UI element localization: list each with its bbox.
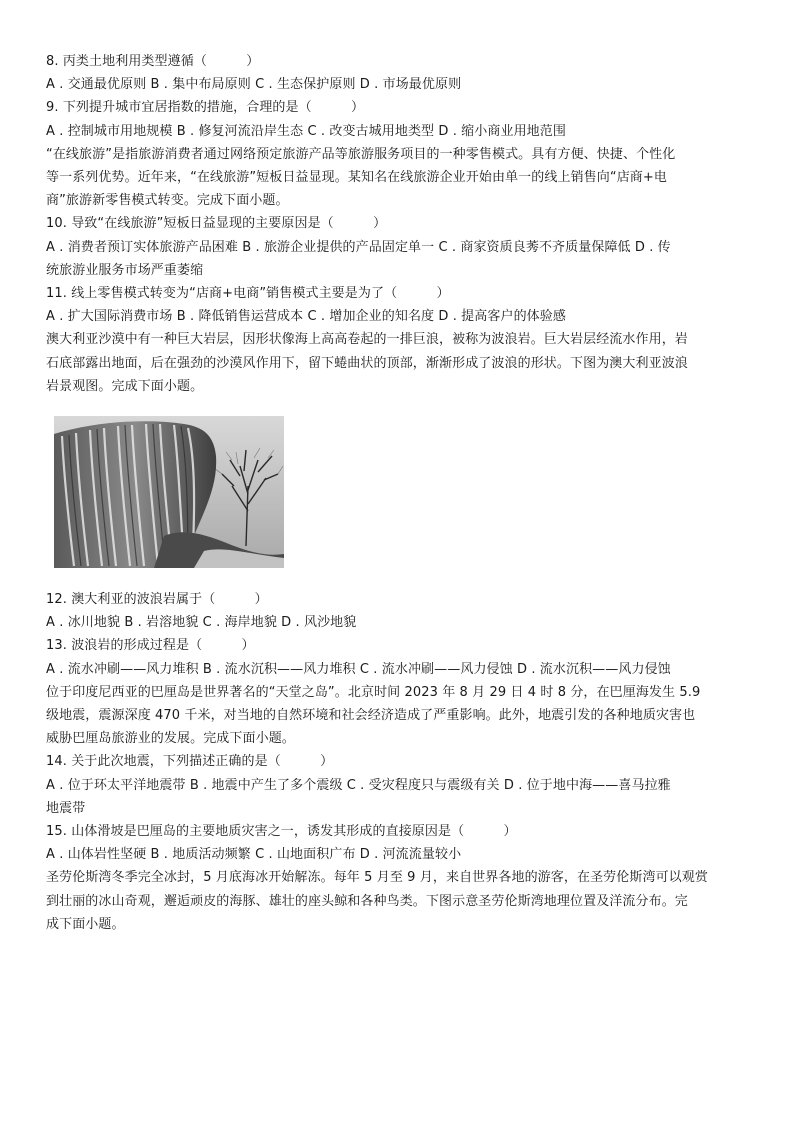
question-11-stem: 11. 线上零售模式转变为“店商+电商”销售模式主要是为了（ ）	[46, 286, 450, 302]
question-13-stem: 13. 波浪岩的形成过程是（ ）	[46, 638, 255, 654]
passage-online-tourism-line-3: 商”旅游新零售模式转变。完成下面小题。	[46, 193, 289, 209]
text-block-top	[46, 50, 748, 398]
question-8-stem: 8. 丙类土地利用类型遵循（ ）	[46, 54, 260, 69]
passage-bali-line-2: 级地震，震源深度 470 千米，对当地的自然环境和社会经济造成了严重影响。此外，地震引发的各种地质灾害也	[46, 708, 696, 724]
passage-bali-line-3: 威胁巴厘岛旅游业的发展。完成下面小题。	[46, 731, 295, 747]
question-8-options: A . 交通最优原则 B . 集中布局原则 C . 生态保护原则 D . 市场最优原则	[46, 77, 462, 93]
passage-wave-rock-line-2: 石底部露出地面，后在强劲的沙漠风作用下，留下蜷曲状的顶部，渐渐形成了波浪的形状。下图为澳大利亚波浪	[46, 355, 688, 371]
passage-online-tourism-line-2: 等一系列优势。近年来，“在线旅游”短板日益显现。某知名在线旅游企业开始由单一的线上销售向“店商+电	[46, 170, 667, 186]
passage-wave-rock-line-3: 岩景观图。完成下面小题。	[46, 378, 204, 394]
question-14-options-line-2: 地震带	[46, 800, 86, 816]
passage-st-lawrence-line-3: 成下面小题。	[46, 916, 125, 932]
question-10-stem: 10. 导致“在线旅游”短板日益显现的主要原因是（ ）	[46, 216, 387, 232]
question-9-stem: 9. 下列提升城市宜居指数的措施，合理的是（ ）	[46, 100, 365, 116]
question-15-stem: 15. 山体滑坡是巴厘岛的主要地质灾害之一，诱发其形成的直接原因是（ ）	[46, 824, 517, 840]
question-12-stem: 12. 澳大利亚的波浪岩属于（ ）	[46, 592, 268, 608]
passage-st-lawrence-line-1: 圣劳伦斯湾冬季完全冰封，5 月底海冰开始解冻。每年 5 月至 9 月，来自世界各地的游客，在圣劳伦斯湾可以观赏	[46, 870, 708, 886]
wave-rock-photo	[54, 416, 284, 568]
question-9-options: A . 控制城市用地规模 B . 修复河流沿岸生态 C . 改变古城用地类型 D . 缩小商业用地范围	[46, 123, 566, 139]
question-14-options-line-1: A . 位于环太平洋地震带 B . 地震中产生了多个震级 C . 受灾程度只与震级有关 D . 位于地中海——喜马拉雅	[46, 777, 671, 793]
question-11-options: A . 扩大国际消费市场 B . 降低销售运营成本 C . 增加企业的知名度 D . 提高客户的体验感	[46, 309, 566, 325]
question-10-options-line-1: A . 消费者预订实体旅游产品困难 B . 旅游企业提供的产品固定单一 C . 商家资质良莠不齐质量保障低 D . 传	[46, 239, 671, 255]
text-block-bottom	[46, 588, 748, 936]
question-13-options: A . 流水冲刷——风力堆积 B . 流水沉积——风力堆积 C . 流水冲刷——风力侵蚀 D . 流水沉积——风力侵蚀	[46, 661, 671, 677]
question-14-stem: 14. 关于此次地震，下列描述正确的是（ ）	[46, 754, 334, 770]
question-10-options-line-2: 统旅游业服务市场严重萎缩	[46, 262, 204, 278]
question-12-options: A . 冰川地貌 B . 岩溶地貌 C . 海岸地貌 D . 风沙地貌	[46, 615, 357, 631]
passage-bali-line-1: 位于印度尼西亚的巴厘岛是世界著名的“天堂之岛”。北京时间 2023 年 8 月 29 日 4 时 8 分，在巴厘海发生 5.9	[46, 684, 701, 700]
passage-wave-rock-line-1: 澳大利亚沙漠中有一种巨大岩层，因形状像海上高高卷起的一排巨浪，被称为波浪岩。巨大岩层经流水作用，岩	[46, 332, 688, 348]
wave-rock-illustration	[54, 416, 284, 568]
question-15-options: A . 山体岩性坚硬 B . 地质活动频繁 C . 山地面积广布 D . 河流流量较小	[46, 847, 462, 863]
passage-st-lawrence-line-2: 到壮丽的冰山奇观，邂逅顽皮的海豚、雄壮的座头鲸和各种鸟类。下图示意圣劳伦斯湾地理位置及洋流分布。完	[46, 893, 688, 909]
exam-content	[46, 50, 748, 936]
passage-online-tourism-line-1: “在线旅游”是指旅游消费者通过网络预定旅游产品等旅游服务项目的一种零售模式。具有方便、快捷、个性化	[46, 146, 676, 162]
